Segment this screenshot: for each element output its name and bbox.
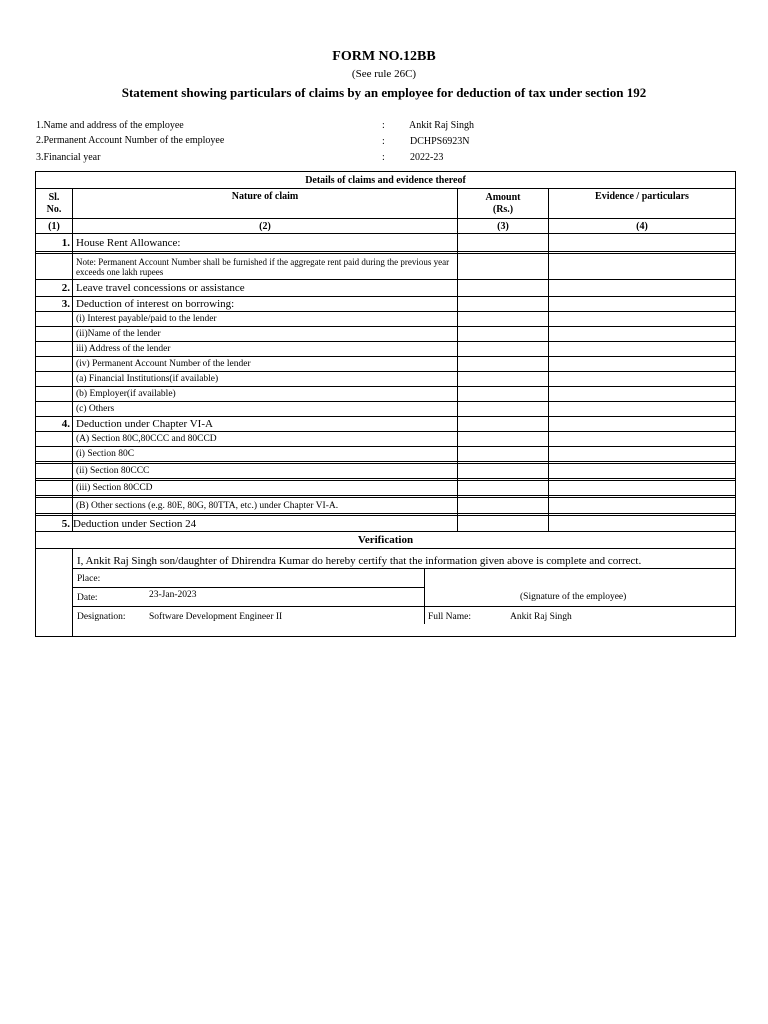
col-number: (2) xyxy=(73,219,458,234)
claim-interest-item: iii) Address of the lender xyxy=(73,342,458,357)
evidence-cell[interactable] xyxy=(549,372,736,387)
employee-pan-label: 2.Permanent Account Number of the employee xyxy=(36,135,225,146)
amount-cell[interactable] xyxy=(458,387,549,402)
designation-value: Software Development Engineer II xyxy=(149,612,283,622)
row-number: 3. xyxy=(36,297,73,312)
col-header-amount: Amount (Rs.) xyxy=(458,189,549,219)
claim-interest-item: (c) Others xyxy=(73,402,458,417)
claim-chapter-via: Deduction under Chapter VI-A xyxy=(73,417,458,432)
claim-ltc: Leave travel concessions or assistance xyxy=(73,280,458,297)
claim-section-24: Deduction under Section 24 xyxy=(73,516,458,532)
amount-cell[interactable] xyxy=(458,481,549,496)
evidence-cell[interactable] xyxy=(549,464,736,479)
evidence-cell[interactable] xyxy=(549,417,736,432)
evidence-cell[interactable] xyxy=(549,297,736,312)
employee-name-label: 1.Name and address of the employee xyxy=(36,120,184,131)
full-name-value: Ankit Raj Singh xyxy=(510,612,572,622)
amount-cell[interactable] xyxy=(458,372,549,387)
evidence-cell[interactable] xyxy=(549,516,736,532)
amount-cell[interactable] xyxy=(458,447,549,462)
col-number: (3) xyxy=(458,219,549,234)
claim-interest-item: (iv) Permanent Account Number of the lender xyxy=(73,357,458,372)
financial-year-value: 2022-23 xyxy=(410,152,444,163)
form-title: FORM NO.12BB xyxy=(332,49,436,64)
divider xyxy=(73,587,424,588)
claim-interest-item: (i) Interest payable/paid to the lender xyxy=(73,312,458,327)
amount-cell[interactable] xyxy=(458,327,549,342)
row-number: 4. xyxy=(36,417,73,432)
amount-cell[interactable] xyxy=(458,312,549,327)
evidence-cell[interactable] xyxy=(549,447,736,462)
evidence-cell[interactable] xyxy=(549,234,736,252)
divider xyxy=(73,568,735,569)
row-number: 2. xyxy=(36,280,73,297)
evidence-cell[interactable] xyxy=(549,280,736,297)
separator: : xyxy=(382,120,385,131)
full-name-label: Full Name: xyxy=(428,612,472,622)
evidence-cell[interactable] xyxy=(549,254,736,280)
form-rule: (See rule 26C) xyxy=(351,68,417,80)
amount-cell[interactable] xyxy=(458,417,549,432)
date-value: 23-Jan-2023 xyxy=(149,590,197,600)
claim-interest-item: (b) Employer(if available) xyxy=(73,387,458,402)
verification-statement: I, Ankit Raj Singh son/daughter of Dhirendra Kumar do hereby certify that the information given above is complete and correct. xyxy=(77,555,642,567)
evidence-cell[interactable] xyxy=(549,481,736,496)
claim-via-section-a: (A) Section 80C,80CCC and 80CCD xyxy=(73,432,458,447)
divider xyxy=(424,606,425,624)
claim-hra-note: Note: Permanent Account Number shall be furnished if the aggregate rent paid during the previous year exceeds one lakh rupees xyxy=(73,254,458,280)
claim-section-80c: (i) Section 80C xyxy=(73,447,458,462)
divider xyxy=(73,606,735,607)
evidence-cell[interactable] xyxy=(549,342,736,357)
amount-cell[interactable] xyxy=(458,357,549,372)
amount-cell[interactable] xyxy=(458,432,549,447)
signature-label: (Signature of the employee) xyxy=(520,592,627,602)
verification-section xyxy=(73,549,736,637)
amount-cell[interactable] xyxy=(458,297,549,312)
evidence-cell[interactable] xyxy=(549,312,736,327)
claims-table xyxy=(35,171,736,637)
evidence-cell[interactable] xyxy=(549,402,736,417)
col-header-sl: Sl. No. xyxy=(36,189,73,219)
verification-title: Verification xyxy=(36,532,736,549)
col-number: (1) xyxy=(36,219,73,234)
amount-cell[interactable] xyxy=(458,498,549,514)
date-label: Date: xyxy=(77,593,98,603)
claim-interest-item: (a) Financial Institutions(if available) xyxy=(73,372,458,387)
evidence-cell[interactable] xyxy=(549,327,736,342)
amount-cell[interactable] xyxy=(458,234,549,252)
claim-interest-item: (ii)Name of the lender xyxy=(73,327,458,342)
divider xyxy=(424,568,425,606)
evidence-cell[interactable] xyxy=(549,432,736,447)
form-heading: Statement showing particulars of claims by an employee for deduction of tax under section 192 xyxy=(121,85,647,100)
amount-cell[interactable] xyxy=(458,254,549,280)
amount-cell[interactable] xyxy=(458,516,549,532)
col-number: (4) xyxy=(549,219,736,234)
financial-year-label: 3.Financial year xyxy=(36,152,101,163)
claim-via-section-b: (B) Other sections (e.g. 80E, 80G, 80TTA, etc.) under Chapter VI-A. xyxy=(73,498,458,514)
col-header-evidence: Evidence / particulars xyxy=(549,189,736,219)
col-header-nature: Nature of claim xyxy=(73,189,458,219)
row-number: 1. xyxy=(36,234,73,252)
separator: : xyxy=(382,152,385,163)
claim-section-80ccd: (iii) Section 80CCD xyxy=(73,481,458,496)
employee-pan-value: DCHPS6923N xyxy=(410,136,470,147)
claim-interest: Deduction of interest on borrowing: xyxy=(73,297,458,312)
designation-label: Designation: xyxy=(77,612,126,622)
evidence-cell[interactable] xyxy=(549,387,736,402)
separator: : xyxy=(382,136,385,147)
claim-section-80ccc: (ii) Section 80CCC xyxy=(73,464,458,479)
amount-cell[interactable] xyxy=(458,342,549,357)
row-number: 5. xyxy=(36,516,73,532)
table-caption: Details of claims and evidence thereof xyxy=(36,172,736,189)
claim-hra: House Rent Allowance: xyxy=(73,234,458,252)
evidence-cell[interactable] xyxy=(549,357,736,372)
employee-name-value: Ankit Raj Singh xyxy=(409,120,475,131)
amount-cell[interactable] xyxy=(458,280,549,297)
amount-cell[interactable] xyxy=(458,464,549,479)
place-label: Place: xyxy=(77,574,101,584)
amount-cell[interactable] xyxy=(458,402,549,417)
evidence-cell[interactable] xyxy=(549,498,736,514)
